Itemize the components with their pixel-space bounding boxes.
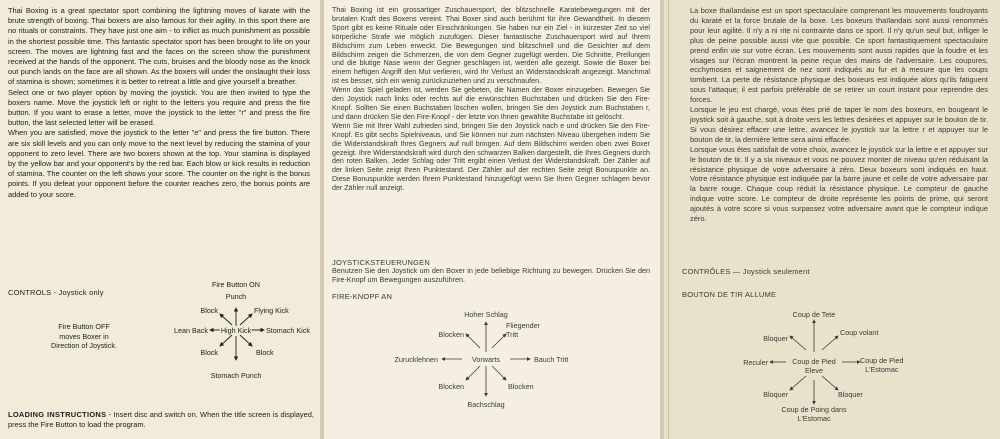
english-joystick-arrows [0,278,320,408]
german-move-ne-label: Fliegender Tritt [506,321,540,339]
german-move-center-label: Vorwarts [472,355,500,364]
move-center-label: High Kick [220,326,252,335]
german-move-w-label: Zurucklehnen [394,355,438,364]
french-move-se-label: Bloquer [838,390,863,399]
french-panel [664,0,1000,439]
english-instructions: Thai Boxing is a great spectator sport combining the lightning moves of karate with the brute strength of boxing. Thai boxers are also famous for their agility. In this sport there are no rituals or constraints. They have just one aim - to inflict as much punishment as possible in the shortest possible time. This fantastic spectator sport has been brought to life on your screen. The moves are lightning fast and the faces on the screen show the punishment received at the hands of the opponent. The cuts, bruises and the bloody nose as the knock out punch lands on the face are all shown. As the boxers will under the onslaught their loss of stamina is shown; sometimes it is better to retreat a little and give yourself a breather. Select one or two player option by moving the joystick. You are then invited to type the boxers name. Move the joystick left or right to the letters you require and press the fire button. If you want to erase a letter, move the joystick to the letter "r" and press the fire button, the last selected letter will be erased. When you are satisfied, move the joystick to the letter "e" and press the fire button. There are six skill levels and you can only move to the next level by reducing the stamina of your opponent to zero level. There are two boxers shown at the top. Your stamina is displayed by the yellow bar and your opponent's by the red bar. Each blow or kick results in reduction of stamina. The counter on the left shows your score. The counter on the right is the bonus points. If you defeat your opponent before the counter reaches zero, the bonus points are added to your score. [8,6,310,199]
move-s-label: Stomach Punch [210,371,262,380]
loading-heading: LOADING INSTRUCTIONS [8,410,107,419]
german-controls-heading: JOYSTICKSTEUERUNGEN [332,258,430,267]
french-move-nw-label: Bloquer [763,334,788,343]
german-joystick-diagram [324,300,660,420]
english-joystick-diagram [0,278,320,408]
french-move-sw-label: Bloquer [763,390,788,399]
german-move-e-label: Bauch Tritt [534,355,569,364]
english-controls-heading: CONTROLS - Joystick only [8,288,104,297]
french-move-center-label: Coup de Pied Eleve [792,357,836,375]
german-move-se-label: Blocken [508,382,534,391]
move-n-label: Punch [225,292,247,301]
german-fire-on-label: FIRE-KNOPF AN [332,292,393,301]
german-move-n-label: Hoher Schlag [464,310,508,319]
loading-text: - Insert disc and switch on. When the title screen is displayed, press the Fire Button to load the program. [8,410,314,430]
english-panel [0,0,320,439]
move-nw-label: Block [200,306,218,315]
french-move-e-label: Coup de Pied L'Estomac [860,356,904,374]
french-fire-on-label: BOUTON DE TIR ALLUME [682,290,777,299]
loading-instructions [8,410,314,430]
german-panel [324,0,660,439]
german-controls-text: Benutzen Sie den Joystick um den Boxer in jede beliebige Richtung zu bewegen. Drücken Sie den Fire-Knopf um Bewegungen auszuführen. [332,266,650,284]
french-move-ne-label: Coup volant [840,328,879,337]
french-joystick-diagram [664,300,1000,430]
move-se-label: Block [256,348,274,357]
french-controls-heading: CONTRÔLES — Joystick seulement [682,267,810,276]
german-instructions: Thai Boxing ist ein grossartiger Zuschauersport, der blitzschnelle Karatebewegungen mit der brutalen Kraft des Boxens vereint. Thai Boxer sind auch berühmt für ihre Gewandtheit. In diesem Sport gibt es keine Rituale oder Einschränkungen. Sie haben nur ein Ziel - in kürzester Zeit so viel körperliche Strafe wie möglich zuzufügen. Dieser fantastische Zuschauersport wird auf Ihrem Bildschirm zum Leben erweckt. Die Bewegungen sind blitzschnell und die Gesichter auf dem Bildschirm zeigen die Schmerzen, die von dem Gegner zugefügt werden. Die Schnitte, Prellungen und die blutige Nase wenn der Gegner geschlagen ist, werden alle gezeigt. Sowie die Boxer bei einem heftigen Angriff den Mut verlieren, wird Ihr Verlust an Widerstandskraft angezeigt. Manchmal ist es besser, sich ein wenig zurückzuziehen und zu verschnaufen. Wenn das Spiel geladen ist, werden Sie gebeten, die Namen der Boxer einzugeben. Bewegen Sie den Joystick nach links oder rechts auf die erwünschten Buchstaben und drücken Sie den Fire-Knopf. Sollten Sie einen Buchstaben löschen wollen, bringen Sie den Joystick zum Buchstaben r, und dann drücken Sie den Fire-Knopf - der letzte von Ihnen gewählte Buchstabe ist gelöscht. Wenn Sie mit Ihrer Wahl zufrieden sind, bringen Sie den Joystick nach e und drücken Sie den Fire-Knopf. Es gibt sechs Spielniveaus, und Sie können nur zum nächsten Niveau übergehen indem Sie die Widerstandskraft Ihres Gegners auf null bringen. Auf dem Bildschirm werden oben zwei Boxer gezeigt. Ihre Widerstandskraft wird durch den schwarzen Balken dargestellt, die Ihres Gegners durch den roten Balken. Jeder Schlag oder Tritt ergibt einen Verlust der Widerstandskraft. Der Zähler auf der linken Seite zeigt Ihren Punktestand. Der Zähler auf der rechten Seite zeigt Bonuspunkte an. Diese Bonuspunkte werden Ihrem Punktestand hinzugefügt wenn Sie Ihren Gegner schlagen bevor der Zähler null anzeigt. [332,6,650,193]
french-instructions: La boxe thaïlandaise est un sport spectaculaire comprenant les mouvements foudroyants du karaté et la force brutale de la boxe. Les boxeurs thaïlandais sont aussi renommés pour leur agilité. Il n'y a ni rite ni contrainte dans ce sport. Il n'y qu'un seul but, infliger le plus de peine possible aussi vite que possible. Ce sport fantastiquement spectaculaire prend enfin vie sur votre écran. Les mouvements sont aussi rapides que la foudre et les visages sur l'écran montrent la peine reçue des mains de l'adversaire. Les coupures, ecchymoses et saignement de nez sont indiqués au fur et à mesure que les coups tombent. La perte de résistance physique des boxeurs est indiquée alors qu'ils fatiguent sous l'attaque; il est parfois préférable de se retirer un court instant pour reprendre des forces. Lorsque le jeu est chargé, vous êtes prié de taper le nom des boxeurs, en bougeant le joystick soit à gauche, soit à droite vers les lettres desirées et appuyer sur le bouton de tir. Si vous désirez effacer une lettre, avancez le joystick sur la lettre r et appuyer sur le bouton de tir, la dernière lettre sera ainsi effacée. Lorsque vous êtes satisfait de votre choix, avancez le joystick sur la lettre e et appuyer sur le bouton de tir. Il y a six niveaux et vous ne pouvez monter de niveau qu'en réduisant la résistance physique de votre adversaire à zéro. Deux boxeurs sont indiqués en haut. Votre résistance physique est indiquée par la barre jaune et celle de votre adversaire par la barre rouge. Chaque coup réduit la résistance physique. Le compteur de gauche indique votre score. Le compteur de droite représente les points de prime, qui seront ajoutés à votre score si vous surpassez votre adversaire avant que le compteur indique zéro. [690,6,988,224]
french-move-s-label: Coup de Poing dans L'Estomac [781,405,847,423]
german-move-sw-label: Blocken [438,382,464,391]
french-move-n-label: Coup de Tete [792,310,836,319]
move-w-label: Lean Back [174,326,208,335]
german-move-nw-label: Blocken [438,330,464,339]
fire-off-label: Fire Button OFF moves Boxer in Direction of Joystick. [51,322,117,351]
right-page-edge [668,0,669,439]
move-sw-label: Block [200,348,218,357]
fire-on-label: Fire Button ON [212,280,260,289]
german-move-s-label: Bachschlag [467,400,505,409]
move-ne-label: Flying Kick [254,306,289,315]
french-move-w-label: Reculer [743,358,768,367]
move-e-label: Stomach Kick [266,326,310,335]
